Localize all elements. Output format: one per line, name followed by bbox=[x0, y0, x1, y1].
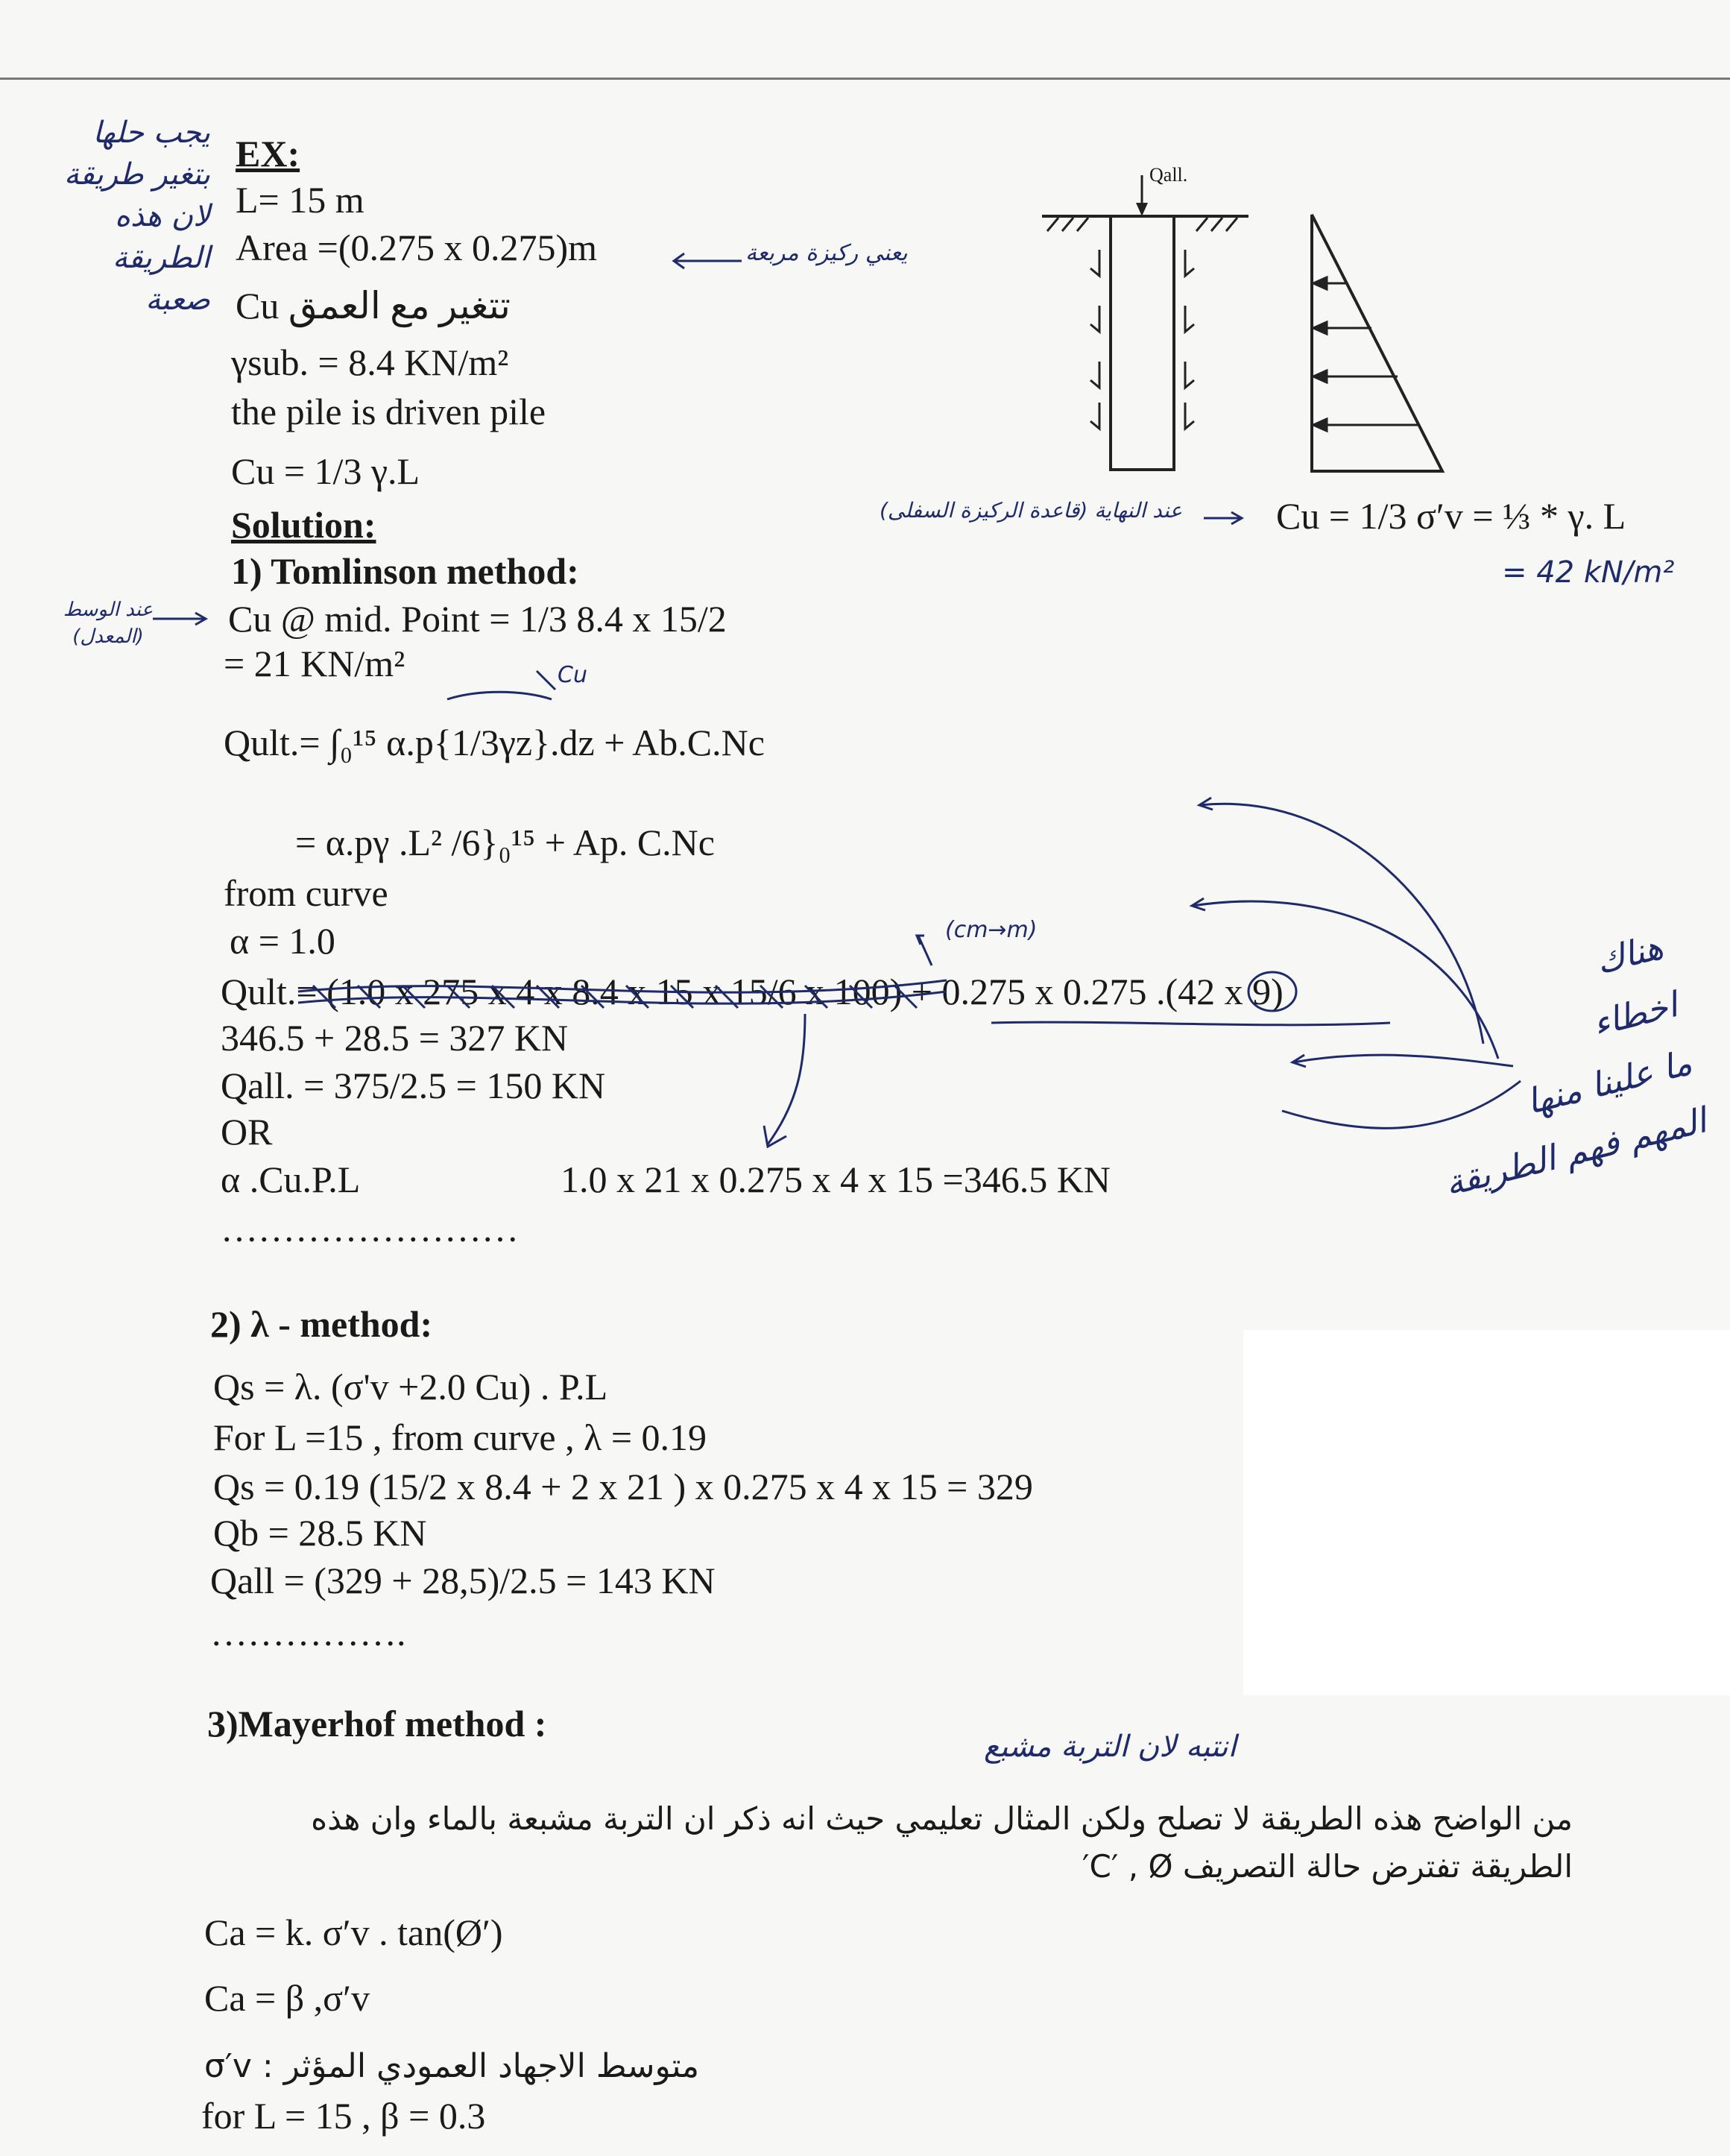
handwritten-midpoint-note bbox=[60, 596, 157, 650]
dots-separator-1: …………………… bbox=[221, 1208, 519, 1249]
handwritten-cu-label: Cu bbox=[558, 662, 587, 688]
alpha-value: α = 1.0 bbox=[230, 920, 335, 962]
load-label: Qall. bbox=[1149, 164, 1188, 186]
qall-tomlinson: Qall. = 375/2.5 = 150 KN bbox=[221, 1065, 606, 1106]
given-pile-type: the pile is driven pile bbox=[231, 391, 546, 432]
given-cu-formula: Cu = 1/3 γ.L bbox=[231, 450, 420, 492]
right-note-line: اخطاء bbox=[1588, 984, 1682, 1044]
meyerhof-arabic-note-1: من الواضح هذه الطريقة لا تصلح ولكن المثال تعليمي حيث انه ذكر ان التربة مشبعة بالماء وان هذه bbox=[311, 1800, 1573, 1837]
example-heading: EX: bbox=[236, 133, 300, 174]
tomlinson-heading: 1) Tomlinson method: bbox=[231, 550, 579, 592]
margin-line: لان هذه bbox=[115, 199, 210, 233]
ground-hatch bbox=[1047, 218, 1237, 231]
given-gamma: γsub. = 8.4 KN/m² bbox=[231, 341, 509, 383]
cu-distribution-arrows bbox=[1313, 277, 1420, 431]
alpha-cu-pl-value: 1.0 x 21 x 0.275 x 4 x 15 =346.5 KN bbox=[561, 1159, 1111, 1200]
qult-integrated: = α.pγ .L² /6}₀¹⁵ + Ap. C.Nc bbox=[295, 822, 715, 863]
lambda-curve: For L =15 , from curve , λ = 0.19 bbox=[213, 1416, 707, 1458]
beta-value: for L = 15 , β = 0.3 bbox=[201, 2095, 486, 2137]
margin-line: يجب حلها bbox=[92, 116, 210, 150]
cu-midpoint: Cu @ mid. Point = 1/3 8.4 x 15/2 bbox=[228, 598, 727, 640]
right-note-line: ما علينا منها bbox=[1522, 1041, 1696, 1122]
margin-line: بتغير طريقة bbox=[63, 157, 210, 192]
lambda-qb: Qb = 28.5 KN bbox=[213, 1512, 427, 1554]
midpoint-note-line: (المعدل) bbox=[72, 625, 144, 648]
pile-shaft bbox=[1111, 216, 1174, 470]
cu-base-formula: Cu = 1/3 σ′v = ⅓ * γ. L bbox=[1276, 495, 1626, 537]
lambda-qs-formula: Qs = λ. (σ'v +2.0 Cu) . P.L bbox=[213, 1366, 608, 1408]
lambda-qall: Qall = (329 + 28,5)/2.5 = 143 KN bbox=[210, 1560, 716, 1601]
margin-line: صعبة bbox=[145, 283, 210, 317]
handwritten-base-note: عند النهاية (قاعدة الركيزة السفلى) bbox=[880, 498, 1183, 523]
cu-midpoint-value: = 21 KN/m² bbox=[224, 643, 405, 684]
handwritten-unit-correction: (cm→m) bbox=[945, 917, 1038, 943]
handwritten-area-note: يعني ركيزة مربعة bbox=[745, 240, 908, 266]
handwritten-meyerhof-note: انتبه لان التربة مشبع bbox=[984, 1730, 1237, 1764]
right-note-line: هناك bbox=[1591, 926, 1667, 982]
margin-line: الطريقة bbox=[113, 241, 210, 275]
qult-calculation: Qult.= (1.0 x 275 x 4 x 8.4 x 15 x 15/6 x 100) + 0.275 x 0.275 .(42 x 9) bbox=[221, 971, 1284, 1012]
or-label: OR bbox=[221, 1111, 273, 1153]
blank-patch bbox=[1243, 1330, 1730, 1695]
given-cu: Cu تتغير مع العمق bbox=[236, 285, 511, 327]
from-curve: from curve bbox=[224, 872, 388, 914]
cu-base-value: = 42 kN/m² bbox=[1502, 555, 1675, 590]
lambda-heading: 2) λ - method: bbox=[210, 1303, 433, 1345]
skin-friction-arrows bbox=[1090, 250, 1194, 429]
given-area: Area =(0.275 x 0.275)m bbox=[236, 227, 598, 268]
qult-sum: 346.5 + 28.5 = 327 KN bbox=[221, 1017, 569, 1059]
handwritten-left-margin bbox=[9, 112, 210, 321]
solution-heading: Solution: bbox=[231, 504, 376, 546]
ca-formula-2: Ca = β ,σ′v bbox=[204, 1977, 370, 2019]
alpha-cu-pl: α .Cu.P.L bbox=[221, 1159, 361, 1200]
qult-integral: Qult.= ∫₀¹⁵ α.p{1/3γz}.dz + Ab.C.Nc bbox=[224, 722, 765, 763]
meyerhof-heading: 3)Mayerhof method : bbox=[207, 1703, 547, 1744]
lambda-qs-value: Qs = 0.19 (15/2 x 8.4 + 2 x 21 ) x 0.275 x 4 x 15 = 329 bbox=[213, 1466, 1033, 1507]
cu-distribution-triangle bbox=[1312, 215, 1442, 471]
sigma-v-definition: σ′v : متوسط الاجهاد العمودي المؤثر bbox=[204, 2047, 700, 2085]
meyerhof-arabic-note-2: الطريقة تفترض حالة التصريف C′ , Ø′ bbox=[1082, 1848, 1573, 1885]
ca-formula-1: Ca = k. σ′v . tan(Ø′) bbox=[204, 1911, 503, 1953]
right-note-line: المهم فهم الطريقة bbox=[1440, 1100, 1711, 1204]
dots-separator-2: ……………. bbox=[210, 1612, 406, 1654]
midpoint-note-line: عند الوسط bbox=[63, 599, 154, 621]
given-length: L= 15 m bbox=[236, 179, 364, 221]
